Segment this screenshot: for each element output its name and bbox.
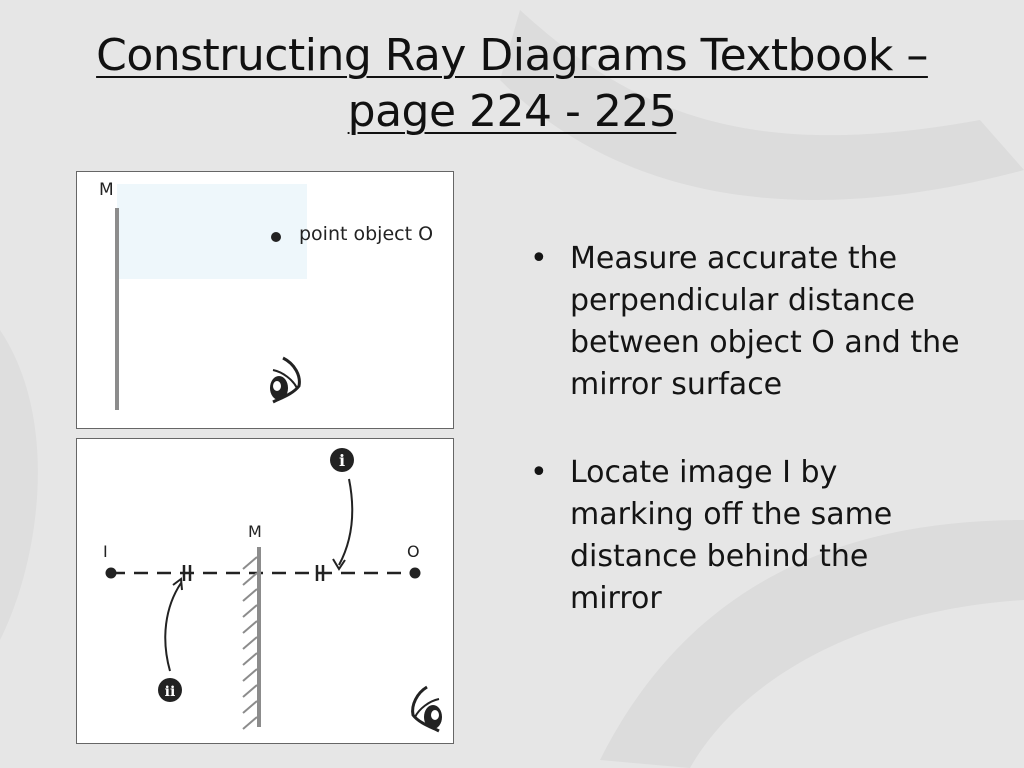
object-point: [271, 232, 281, 242]
bullet-measure-distance: • Measure accurate the perpendicular distance between object O and the mirror surface: [528, 238, 968, 406]
marker-i: [330, 448, 354, 569]
mirror-hatching: [243, 557, 257, 729]
eye-icon: [413, 687, 442, 731]
image-point: [106, 568, 117, 579]
eye-icon: [270, 358, 299, 402]
figure-point-object: [76, 171, 454, 429]
mirror-reflection-tint: [117, 184, 307, 279]
slide-title: Constructing Ray Diagrams Textbook – page 224 - 225: [96, 30, 928, 137]
image-label: I: [103, 542, 108, 561]
svg-text:i: i: [338, 451, 346, 470]
bullet-list: [528, 238, 968, 666]
figure-image-location: [76, 438, 454, 744]
object-label: point object O: [299, 223, 434, 245]
object-label: O: [407, 542, 420, 561]
mirror-label: M: [248, 522, 262, 541]
mirror-line: [257, 547, 261, 727]
bullet-locate-image: • Locate image I by marking off the same distance behind the mirror: [528, 452, 968, 620]
marker-ii: [158, 579, 182, 702]
mirror-line: [115, 208, 119, 410]
object-point: [410, 568, 421, 579]
svg-text:ii: ii: [164, 684, 176, 700]
mirror-label: M: [99, 180, 114, 200]
